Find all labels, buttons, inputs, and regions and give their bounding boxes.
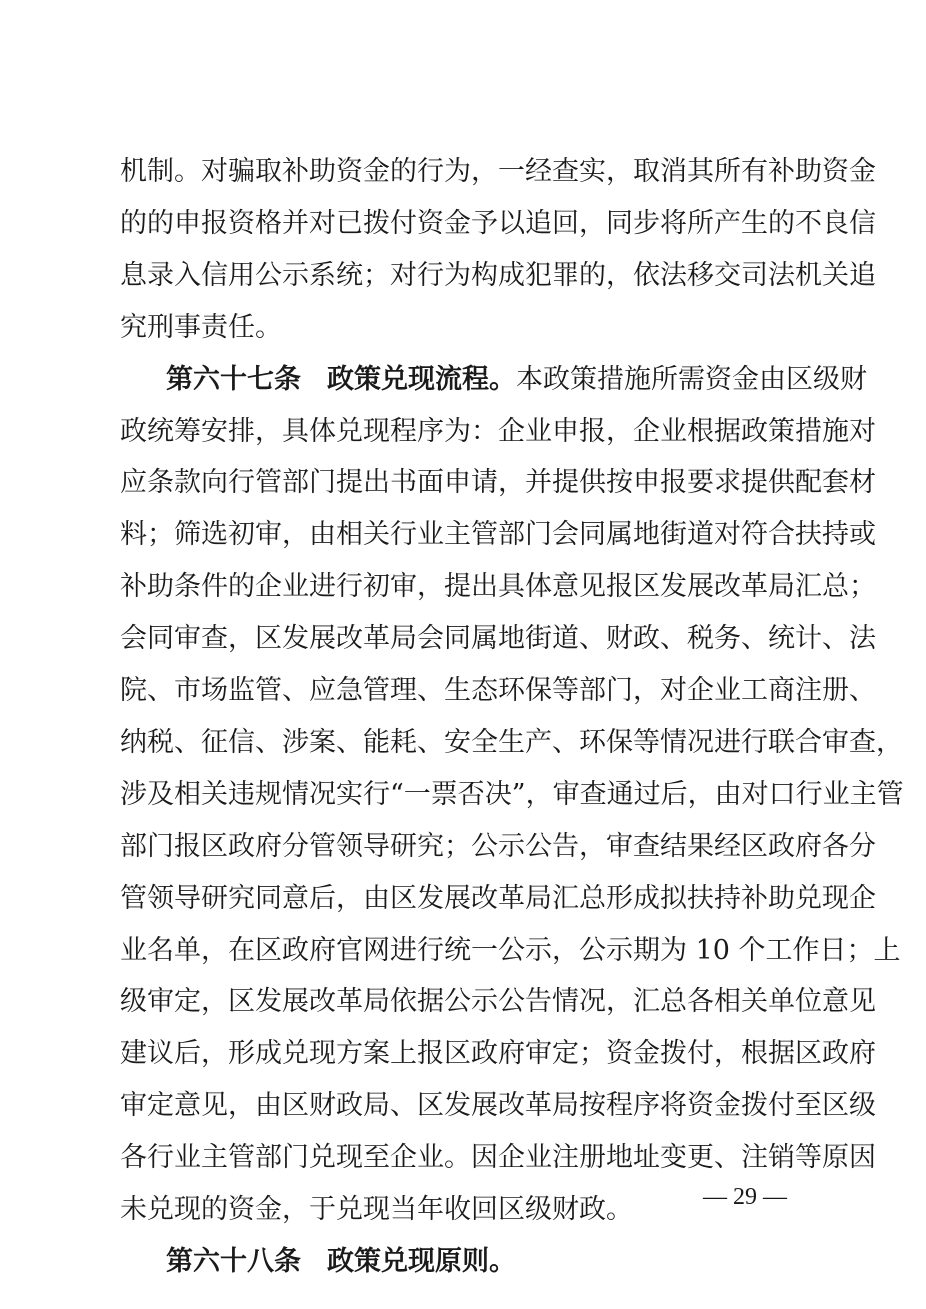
text-line: 建议后，形成兑现方案上报区政府审定；资金拨付，根据区政府 [120,1038,876,1069]
article-67-text: 本政策措施所需资金由区级财 [516,364,867,395]
article-67-first-line [166,358,867,402]
text-line: 管领导研究同意后，由区发展改革局汇总形成拟扶持补助兑现企 [120,883,876,914]
text-line: 机制。对骗取补助资金的行为，一经查实，取消其所有补助资金 [120,156,876,187]
article-67-number: 第六十七条 [166,364,301,395]
article-68-number: 第六十八条 [166,1246,301,1277]
article-68-heading: 政策兑现原则。 [327,1246,516,1277]
page-number: — 29 — [703,1184,787,1210]
text-line: 涉及相关违规情况实行“一票否决”，审查通过后，由对口行业主管 [120,779,904,810]
article-68-line [166,1240,810,1284]
article-67-heading: 政策兑现流程。 [327,364,516,395]
text-line: 究刑事责任。 [120,312,282,343]
text-line: 料；筛选初审，由相关行业主管部门会同属地街道对符合扶持或 [120,519,876,550]
text-line: 应条款向行管部门提出书面申请，并提供按申报要求提供配套材 [120,467,876,498]
text-line: 部门报区政府分管领导研究；公示公告，审查结果经区政府各分 [120,831,876,862]
text-line: 政统筹安排，具体兑现程序为：企业申报，企业根据政策措施对 [120,416,876,447]
text-line: 息录入信用公示系统；对行为构成犯罪的，依法移交司法机关追 [120,260,876,291]
text-line: 级审定，区发展改革局依据公示公告情况，汇总各相关单位意见 [120,986,876,1017]
text-line: 各行业主管部门兑现至企业。因企业注册地址变更、注销等原因 [120,1142,876,1173]
text-line: 纳税、征信、涉案、能耗、安全生产、环保等情况进行联合审查， [120,727,903,758]
text-line: 的的申报资格并对已拨付资金予以追回，同步将所产生的不良信 [120,208,876,239]
text-line: 未兑现的资金，于兑现当年收回区级财政。 [120,1194,633,1225]
text-line: 补助条件的企业进行初审，提出具体意见报区发展改革局汇总； [120,571,876,602]
text-line: 业名单，在区政府官网进行统一公示，公示期为 10 个工作日；上 [120,935,901,966]
text-line: 院、市场监管、应急管理、生态环保等部门，对企业工商注册、 [120,675,876,706]
text-line: 审定意见，由区财政局、区发展改革局按程序将资金拨付至区级 [120,1090,876,1121]
text-line: 会同审查，区发展改革局会同属地街道、财政、税务、统计、法 [120,623,876,654]
